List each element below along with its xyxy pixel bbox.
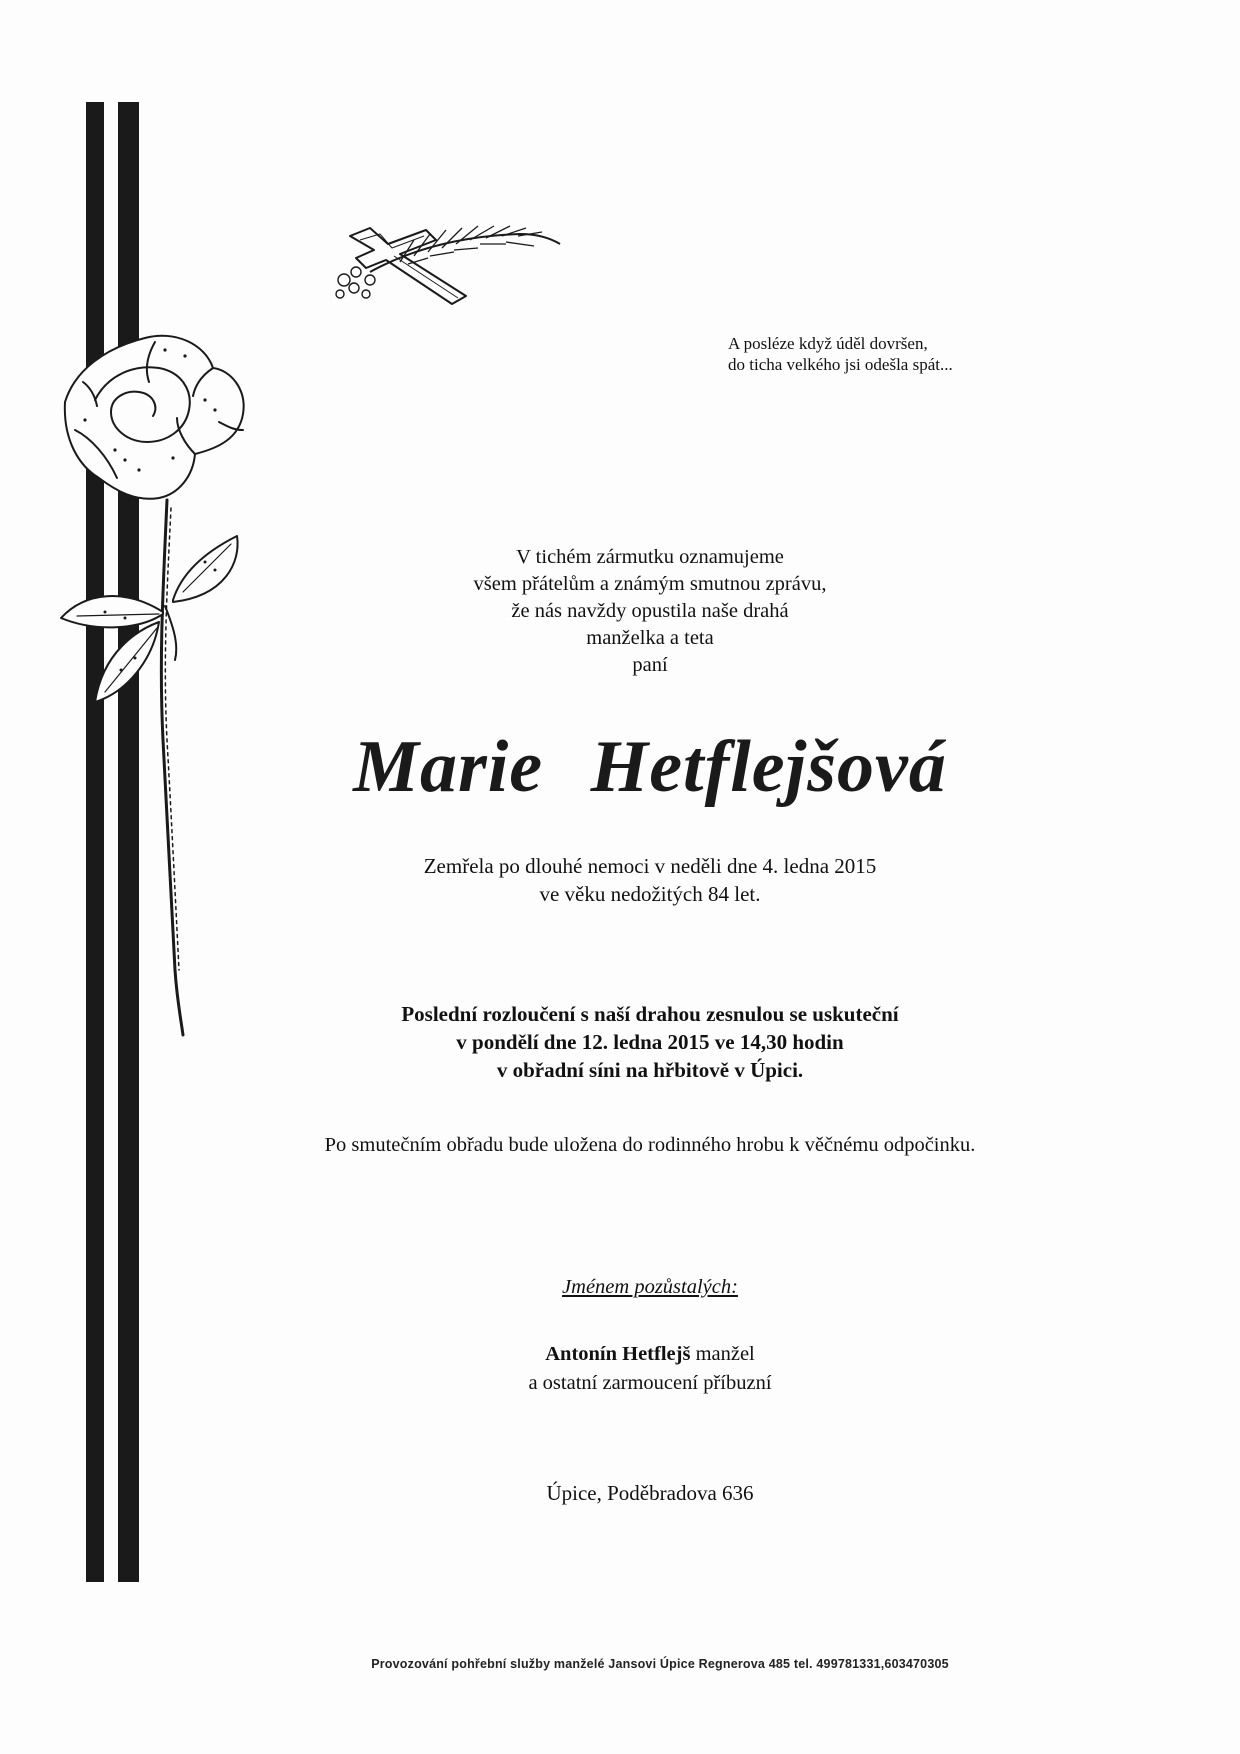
announcement-line: paní [632,654,668,676]
death-details [250,852,1050,908]
announcement-line: V tichém zármutku oznamujeme [516,546,784,568]
motto-line: do ticha velkého jsi odešla spát... [728,355,953,374]
address: Úpice, Poděbradova 636 [546,1481,754,1505]
burial-note: Po smutečním obřadu bude uložena do rodinného hrobu k věčnému odpočinku. [324,1134,976,1156]
announcement-line: všem přátelům a známým smutnou zprávu, [473,573,827,595]
death-line: ve věku nedožitých 84 let. [539,882,761,906]
announcement-line: manželka a teta [586,627,714,649]
cross-with-palm-icon [330,210,562,308]
funeral-details [250,1000,1050,1084]
funeral-line: Poslední rozloučení s naší drahou zesnulou se uskuteční [401,1002,899,1026]
mourners-heading-wrap [250,1273,1050,1301]
announcement [250,544,1050,679]
funeral-service-footer: Provozování pohřební služby manželé Jansovi Úpice Regnerova 485 tel. 499781331,603470305 [371,1657,949,1671]
mourners [250,1340,1050,1398]
mourners-heading: Jménem pozůstalých: [562,1276,738,1298]
mourners-others: a ostatní zarmoucení příbuzní [528,1372,772,1394]
death-line: Zemřela po dlouhé nemoci v neděli dne 4. ledna 2015 [423,854,877,878]
motto-verse [728,333,1028,375]
mourner-primary [250,1340,1050,1369]
announcement-line: že nás navždy opustila naše drahá [511,600,789,622]
funeral-line: v pondělí dne 12. ledna 2015 ve 14,30 hodin [456,1030,844,1054]
mourner-relation: manžel [695,1343,755,1365]
deceased-name: Marie Hetflejšová [353,726,947,808]
mourner-name: Antonín Hetflejš [545,1343,691,1365]
funeral-line: v obřadní síni na hřbitově v Úpici. [496,1058,804,1082]
rose-icon [55,330,285,1050]
motto-line: A posléze když úděl dovršen, [728,334,928,353]
